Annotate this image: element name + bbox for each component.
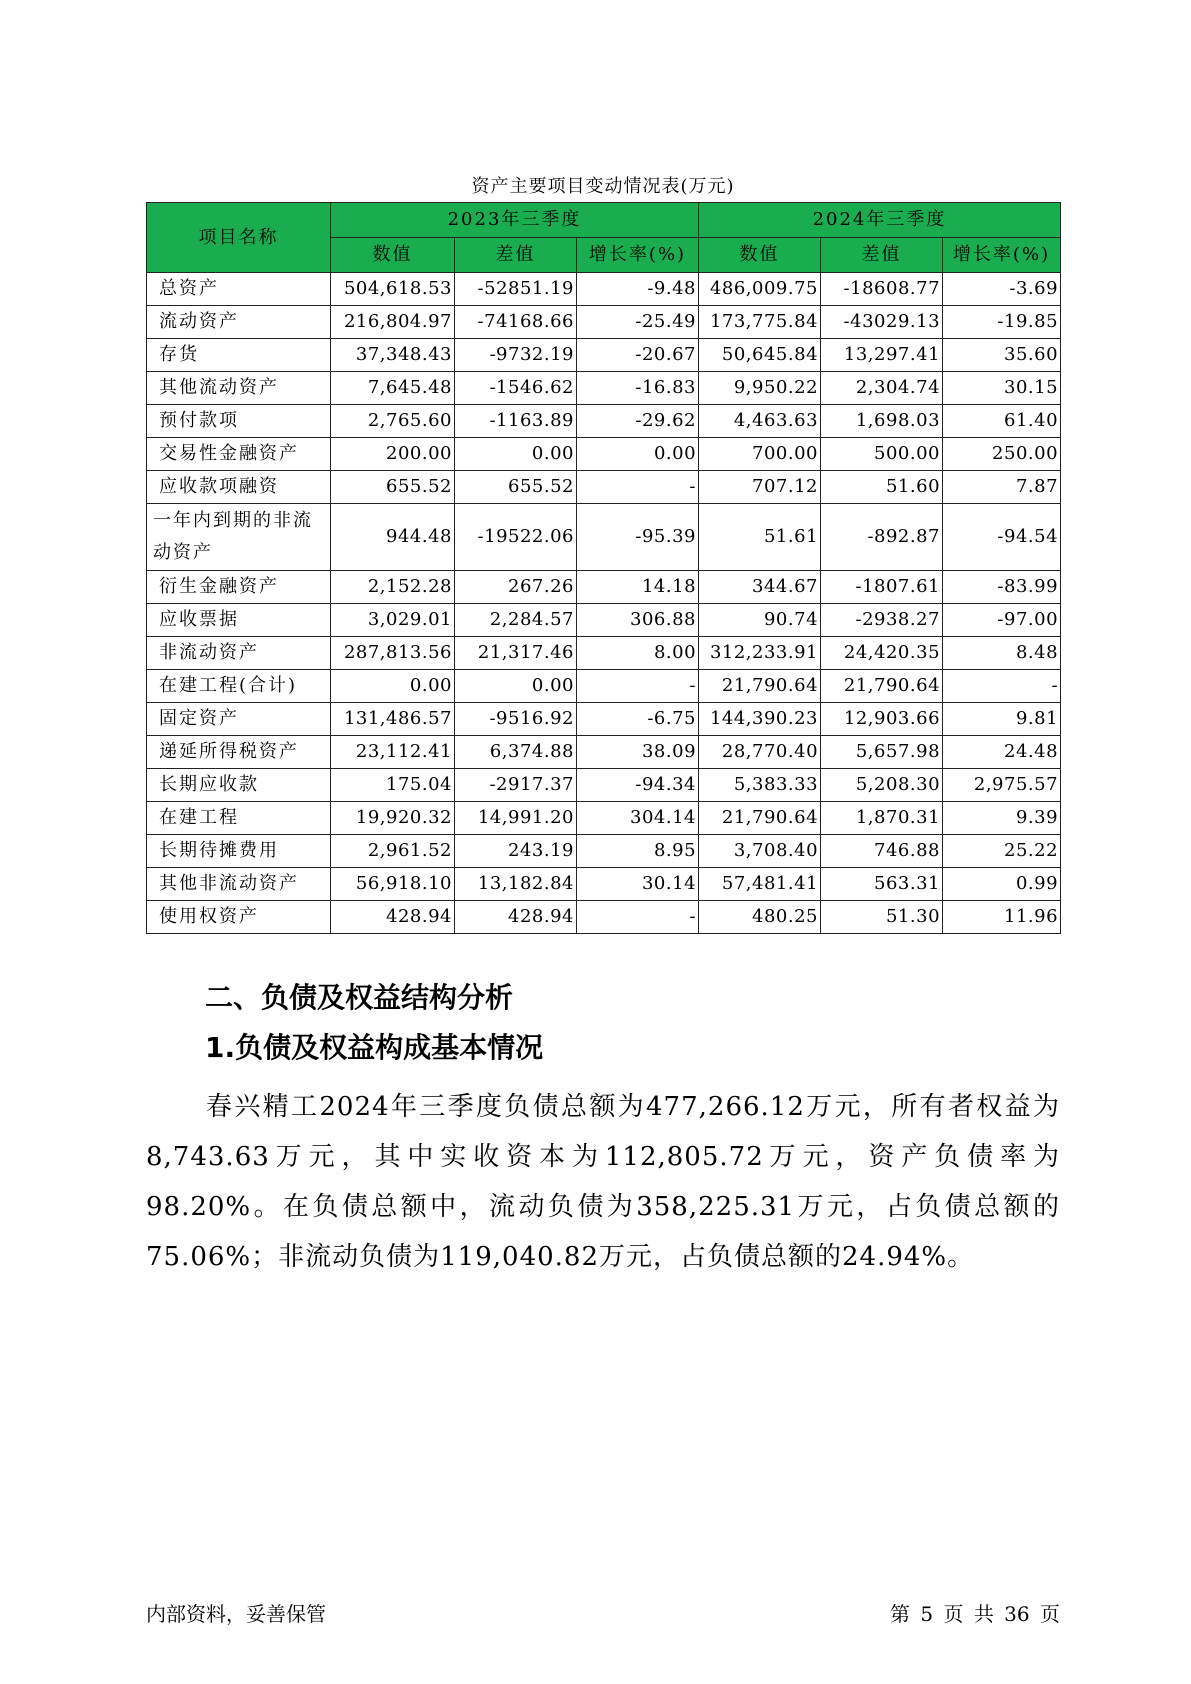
cell-d23: 6,374.88 [455,736,577,769]
table-row [147,604,1061,637]
table-row [147,868,1061,901]
cell-v24: 480.25 [699,901,821,934]
cell-v23: 287,813.56 [331,637,455,670]
cell-r23: -29.62 [577,405,699,438]
cell-r23: 38.09 [577,736,699,769]
cell-r24: 35.60 [943,339,1061,372]
cell-v23: 2,765.60 [331,405,455,438]
cell-d23: 243.19 [455,835,577,868]
row-item-name: 预付款项 [147,405,331,438]
cell-v23: 216,804.97 [331,306,455,339]
header-value-2024: 数值 [699,238,821,273]
row-item-name: 总资产 [147,273,331,306]
cell-r24: - [943,670,1061,703]
cell-d23: -52851.19 [455,273,577,306]
row-item-name: 一年内到期的非流动资产 [147,504,331,571]
cell-v23: 131,486.57 [331,703,455,736]
cell-v24: 486,009.75 [699,273,821,306]
cell-d23: -9516.92 [455,703,577,736]
table-row [147,339,1061,372]
cell-r23: 306.88 [577,604,699,637]
cell-d23: -2917.37 [455,769,577,802]
cell-d23: 21,317.46 [455,637,577,670]
cell-d24: -1807.61 [821,571,943,604]
table-row [147,571,1061,604]
row-item-name: 非流动资产 [147,637,331,670]
cell-r24: -83.99 [943,571,1061,604]
footer-confidential-note: 内部资料，妥善保管 [146,1602,326,1626]
cell-v23: 23,112.41 [331,736,455,769]
header-period-2024: 2024年三季度 [699,203,1061,238]
cell-d24: 5,208.30 [821,769,943,802]
cell-d24: -892.87 [821,504,943,571]
cell-v24: 28,770.40 [699,736,821,769]
table-row [147,835,1061,868]
cell-v24: 57,481.41 [699,868,821,901]
cell-v24: 51.61 [699,504,821,571]
cell-r24: 0.99 [943,868,1061,901]
cell-v23: 37,348.43 [331,339,455,372]
row-item-name: 存货 [147,339,331,372]
cell-d24: 500.00 [821,438,943,471]
cell-r23: 8.00 [577,637,699,670]
cell-r24: 61.40 [943,405,1061,438]
cell-v23: 0.00 [331,670,455,703]
cell-r24: 7.87 [943,471,1061,504]
table-row [147,306,1061,339]
cell-d23: 13,182.84 [455,868,577,901]
table-row [147,273,1061,306]
header-value-2023: 数值 [331,238,455,273]
cell-v23: 655.52 [331,471,455,504]
cell-r23: - [577,670,699,703]
table-row [147,438,1061,471]
row-item-name: 长期应收款 [147,769,331,802]
cell-v24: 700.00 [699,438,821,471]
row-item-name: 固定资产 [147,703,331,736]
cell-r23: -6.75 [577,703,699,736]
cell-v23: 3,029.01 [331,604,455,637]
cell-r24: 8.48 [943,637,1061,670]
header-item-name: 项目名称 [147,203,331,273]
row-item-name: 在建工程(合计) [147,670,331,703]
cell-r24: -3.69 [943,273,1061,306]
cell-r24: -19.85 [943,306,1061,339]
cell-d24: 24,420.35 [821,637,943,670]
cell-v24: 5,383.33 [699,769,821,802]
row-item-name: 应收票据 [147,604,331,637]
assets-change-table [146,202,1061,934]
cell-r23: -25.49 [577,306,699,339]
cell-d23: -9732.19 [455,339,577,372]
cell-d24: 21,790.64 [821,670,943,703]
table-row [147,769,1061,802]
header-rate-2023: 增长率(%) [577,238,699,273]
cell-d23: 428.94 [455,901,577,934]
cell-v24: 144,390.23 [699,703,821,736]
cell-d24: 563.31 [821,868,943,901]
cell-d24: 51.60 [821,471,943,504]
cell-r24: 2,975.57 [943,769,1061,802]
cell-r24: -94.54 [943,504,1061,571]
cell-r23: 8.95 [577,835,699,868]
row-item-name: 其他非流动资产 [147,868,331,901]
cell-v24: 173,775.84 [699,306,821,339]
cell-d23: 2,284.57 [455,604,577,637]
cell-v24: 9,950.22 [699,372,821,405]
subsection-heading: 1.负债及权益构成基本情况 [205,1031,544,1064]
cell-v24: 312,233.91 [699,637,821,670]
cell-d24: -2938.27 [821,604,943,637]
footer-page-number: 第 5 页 共 36 页 [890,1602,1060,1626]
cell-r24: 9.39 [943,802,1061,835]
header-diff-2024: 差值 [821,238,943,273]
cell-r23: 30.14 [577,868,699,901]
cell-r23: 0.00 [577,438,699,471]
cell-d23: 0.00 [455,438,577,471]
table-row [147,703,1061,736]
cell-d23: -74168.66 [455,306,577,339]
cell-d24: 12,903.66 [821,703,943,736]
cell-d24: 51.30 [821,901,943,934]
cell-d24: -43029.13 [821,306,943,339]
row-item-name: 其他流动资产 [147,372,331,405]
cell-v24: 4,463.63 [699,405,821,438]
section-heading: 二、负债及权益结构分析 [205,981,514,1014]
row-item-name: 递延所得税资产 [147,736,331,769]
body-paragraph: 春兴精工2024年三季度负债总额为477,266.12万元，所有者权益为8,743.63万元，其中实收资本为112,805.72万元，资产负债率为98.20%。在负债总额中，流动负债为358,225.31万元，占负债总额的75.06%；非流动负债为119,040.82万元，占负债总额的24.94%。 [146,1092,1060,1272]
cell-r23: 304.14 [577,802,699,835]
header-rate-2024: 增长率(%) [943,238,1061,273]
cell-d23: 655.52 [455,471,577,504]
cell-v24: 3,708.40 [699,835,821,868]
row-item-name: 应收款项融资 [147,471,331,504]
cell-d24: 1,870.31 [821,802,943,835]
cell-v23: 504,618.53 [331,273,455,306]
table-row [147,901,1061,934]
table-caption: 资产主要项目变动情况表(万元) [471,176,735,197]
cell-d23: -1546.62 [455,372,577,405]
cell-v23: 19,920.32 [331,802,455,835]
cell-r23: 14.18 [577,571,699,604]
cell-v23: 175.04 [331,769,455,802]
cell-v23: 944.48 [331,504,455,571]
cell-v23: 428.94 [331,901,455,934]
cell-v24: 21,790.64 [699,670,821,703]
header-diff-2023: 差值 [455,238,577,273]
row-item-name: 使用权资产 [147,901,331,934]
cell-r23: -95.39 [577,504,699,571]
cell-r23: -16.83 [577,372,699,405]
row-item-name: 衍生金融资产 [147,571,331,604]
cell-d23: 14,991.20 [455,802,577,835]
cell-d23: -19522.06 [455,504,577,571]
cell-d24: 746.88 [821,835,943,868]
cell-d24: -18608.77 [821,273,943,306]
cell-r23: - [577,471,699,504]
cell-d24: 1,698.03 [821,405,943,438]
cell-d23: 0.00 [455,670,577,703]
cell-r23: -9.48 [577,273,699,306]
header-period-2023: 2023年三季度 [331,203,699,238]
table-row [147,405,1061,438]
cell-r24: 25.22 [943,835,1061,868]
cell-r24: 24.48 [943,736,1061,769]
table-row [147,802,1061,835]
cell-d24: 5,657.98 [821,736,943,769]
table-row [147,471,1061,504]
cell-r23: -20.67 [577,339,699,372]
cell-v23: 2,961.52 [331,835,455,868]
table-body [147,273,1061,934]
table-row [147,637,1061,670]
table-row [147,504,1061,571]
table-row [147,670,1061,703]
cell-v23: 56,918.10 [331,868,455,901]
row-item-name: 在建工程 [147,802,331,835]
row-item-name: 交易性金融资产 [147,438,331,471]
cell-v24: 50,645.84 [699,339,821,372]
cell-d24: 13,297.41 [821,339,943,372]
cell-r24: 250.00 [943,438,1061,471]
cell-r24: 9.81 [943,703,1061,736]
cell-v24: 344.67 [699,571,821,604]
table-row [147,736,1061,769]
cell-r24: -97.00 [943,604,1061,637]
cell-v23: 2,152.28 [331,571,455,604]
cell-r23: - [577,901,699,934]
cell-v24: 90.74 [699,604,821,637]
cell-v23: 7,645.48 [331,372,455,405]
cell-d24: 2,304.74 [821,372,943,405]
cell-d23: -1163.89 [455,405,577,438]
row-item-name: 流动资产 [147,306,331,339]
cell-d23: 267.26 [455,571,577,604]
row-item-name: 长期待摊费用 [147,835,331,868]
table-row [147,372,1061,405]
cell-r24: 11.96 [943,901,1061,934]
cell-r23: -94.34 [577,769,699,802]
cell-r24: 30.15 [943,372,1061,405]
cell-v24: 21,790.64 [699,802,821,835]
cell-v24: 707.12 [699,471,821,504]
cell-v23: 200.00 [331,438,455,471]
